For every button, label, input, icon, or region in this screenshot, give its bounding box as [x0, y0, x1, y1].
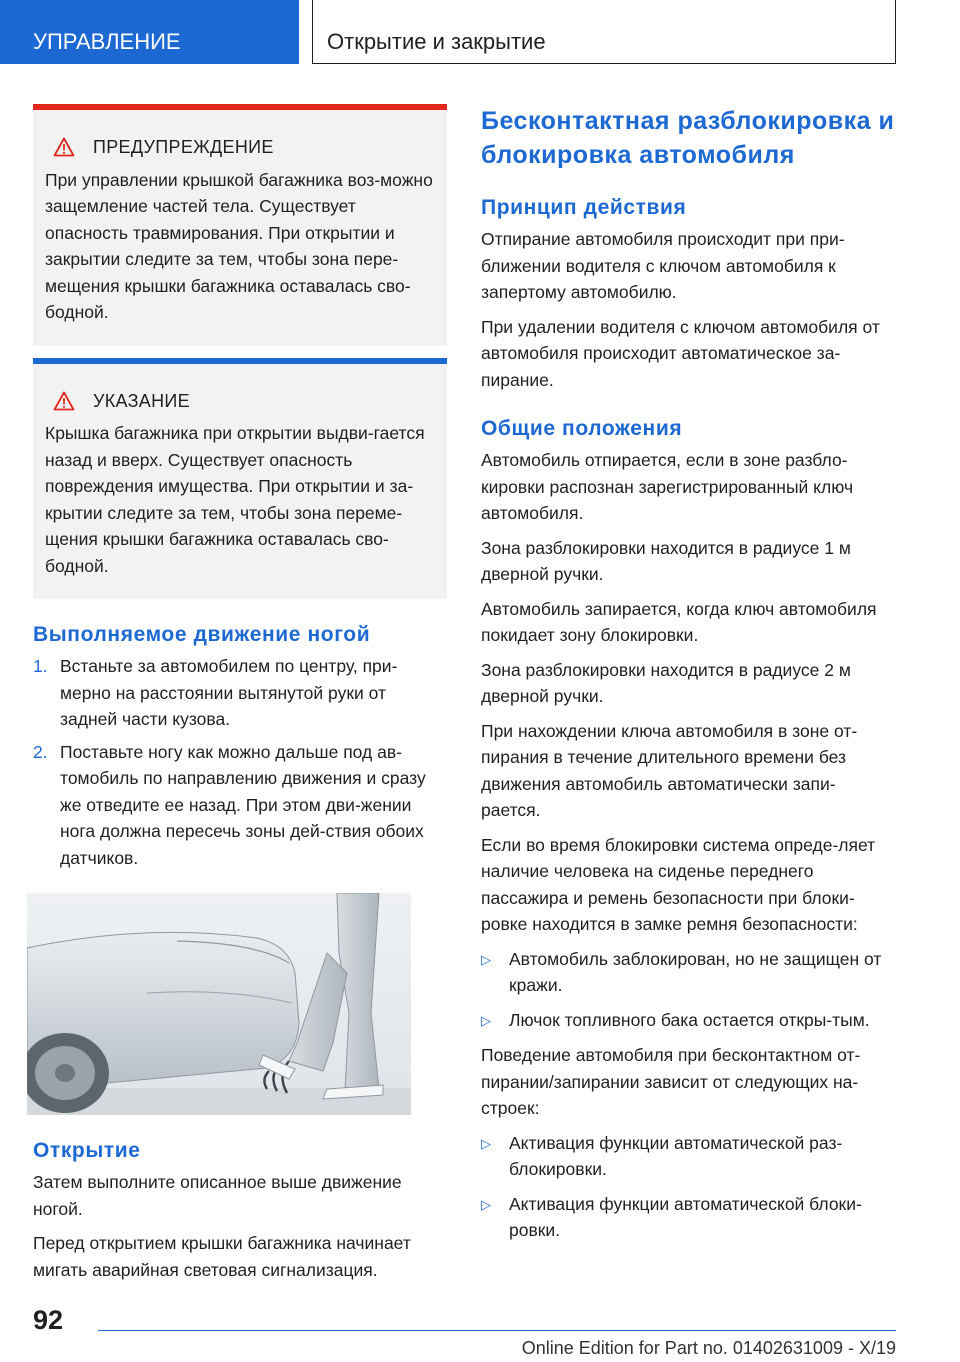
settings-paragraph: Поведение автомобиля при бесконтактном от-пирании/запирании зависит от следующих на-строек: [481, 1045, 861, 1118]
general-paragraph: Если во время блокировки система опреде-ляет наличие человека на сиденье переднего пассажира и ремень безопасности при блоки-ровке находится в замке ремня безопасности: [481, 834, 876, 934]
step-number: 1. [33, 656, 48, 676]
list-item [481, 1130, 895, 1183]
opening-heading: Открытие [33, 1139, 141, 1162]
notice-header [45, 388, 435, 415]
general-paragraph: Автомобиль запирается, когда ключ автомобиля покидает зону блокировки. [481, 598, 877, 645]
warning-triangle-icon [53, 391, 75, 411]
triangle-bullet-icon: ▷ [481, 1012, 491, 1028]
warning-title: ПРЕДУПРЕЖДЕНИЕ [93, 137, 274, 157]
step-text: Встаньте за автомобилем по центру, при-мерно на расстоянии вытянутой руки от задней части кузова. [60, 656, 398, 729]
section-tab: УПРАВЛЕНИЕ [0, 0, 299, 64]
triangle-bullet-icon: ▷ [481, 1196, 491, 1212]
list-item-text: Лючок топливного бака остается откры-тым. [509, 1009, 870, 1030]
step-item [33, 653, 447, 733]
list-item [481, 946, 895, 999]
general-paragraph: Автомобиль отпирается, если в зоне разбло-кировки распознан зарегистрированный ключ автомобиля. [481, 450, 854, 523]
step-number: 2. [33, 741, 48, 762]
list-item [481, 1191, 895, 1244]
condition-list [481, 946, 895, 1035]
principle-paragraph: При удалении водителя с ключом автомобиля от автомобиля происходит автоматическое за-пирание. [481, 316, 880, 390]
list-item [481, 1007, 895, 1035]
general-heading: Общие положения [481, 417, 683, 440]
list-item-text: Автомобиль заблокирован, но не защищен от кражи. [509, 948, 882, 995]
notice-text: Крышка багажника при открытии выдви-гается назад и вверх. Существует опасность повреждения имущества. При открытии и за-крытии следите за тем, чтобы зона переме-щения крышки багажника оставалась сво-бодной. [45, 423, 425, 576]
comfort-access-title: Бесконтактная разблокировка и блокировка автомобиля [481, 107, 895, 169]
settings-list [481, 1130, 895, 1244]
left-column [33, 104, 447, 1291]
triangle-bullet-icon: ▷ [481, 1135, 491, 1151]
principle-heading: Принцип действия [481, 196, 687, 219]
step-text: Поставьте ногу как можно дальше под ав-томобиль по направлению движения и сразу же отведите ее назад. При этом дви-жении нога должна пересечь зоны дей-ствия обоих датчиков. [60, 741, 426, 868]
opening-paragraph: Затем выполните описанное выше движение ногой. [33, 1172, 402, 1219]
warning-header [45, 134, 435, 161]
list-item-text: Активация функции автоматической блоки-ровки. [509, 1193, 862, 1240]
warning-triangle-icon [53, 137, 75, 157]
notice-title: УКАЗАНИЕ [93, 390, 190, 411]
warning-box [33, 104, 447, 346]
foot-motion-heading: Выполняемое движение ногой [33, 623, 371, 646]
car-rear-with-foot-illustration [27, 893, 411, 1115]
edition-text: Online Edition for Part no. 01402631009 - X/19 [521, 1338, 896, 1358]
foot-motion-illustration [27, 893, 411, 1115]
footer-divider [98, 1330, 896, 1331]
warning-text: При управлении крышкой багажника воз-можно защемление частей тела. Существует опасность травмирования. При открытии и закрытии следите за тем, чтобы зона пере-мещения крышки багажника оставалась сво-бодной. [45, 169, 433, 322]
general-paragraph: Зона разблокировки находится в радиусе 2 м дверной ручки. [481, 659, 851, 706]
general-paragraph: При нахождении ключа автомобиля в зоне от-пирания в течение длительного времени без движения автомобиль автоматически запи-рается. [481, 720, 858, 820]
list-item-text: Активация функции автоматической раз-блокировки. [509, 1132, 843, 1179]
triangle-bullet-icon: ▷ [481, 951, 491, 967]
opening-paragraph: Перед открытием крышки багажника начинает мигать аварийная световая сигнализация. [33, 1233, 411, 1280]
right-column [481, 104, 895, 1252]
step-item [33, 739, 447, 872]
page-number: 92 [33, 1305, 64, 1335]
principle-paragraph: Отпирание автомобиля происходит при при-ближении водителя с ключом автомобиля к запертому автомобилю. [481, 229, 845, 302]
chapter-title: Открытие и закрытие [312, 0, 896, 64]
general-paragraph: Зона разблокировки находится в радиусе 1 м дверной ручки. [481, 537, 851, 584]
foot-motion-steps [33, 653, 447, 871]
notice-box [33, 358, 447, 600]
